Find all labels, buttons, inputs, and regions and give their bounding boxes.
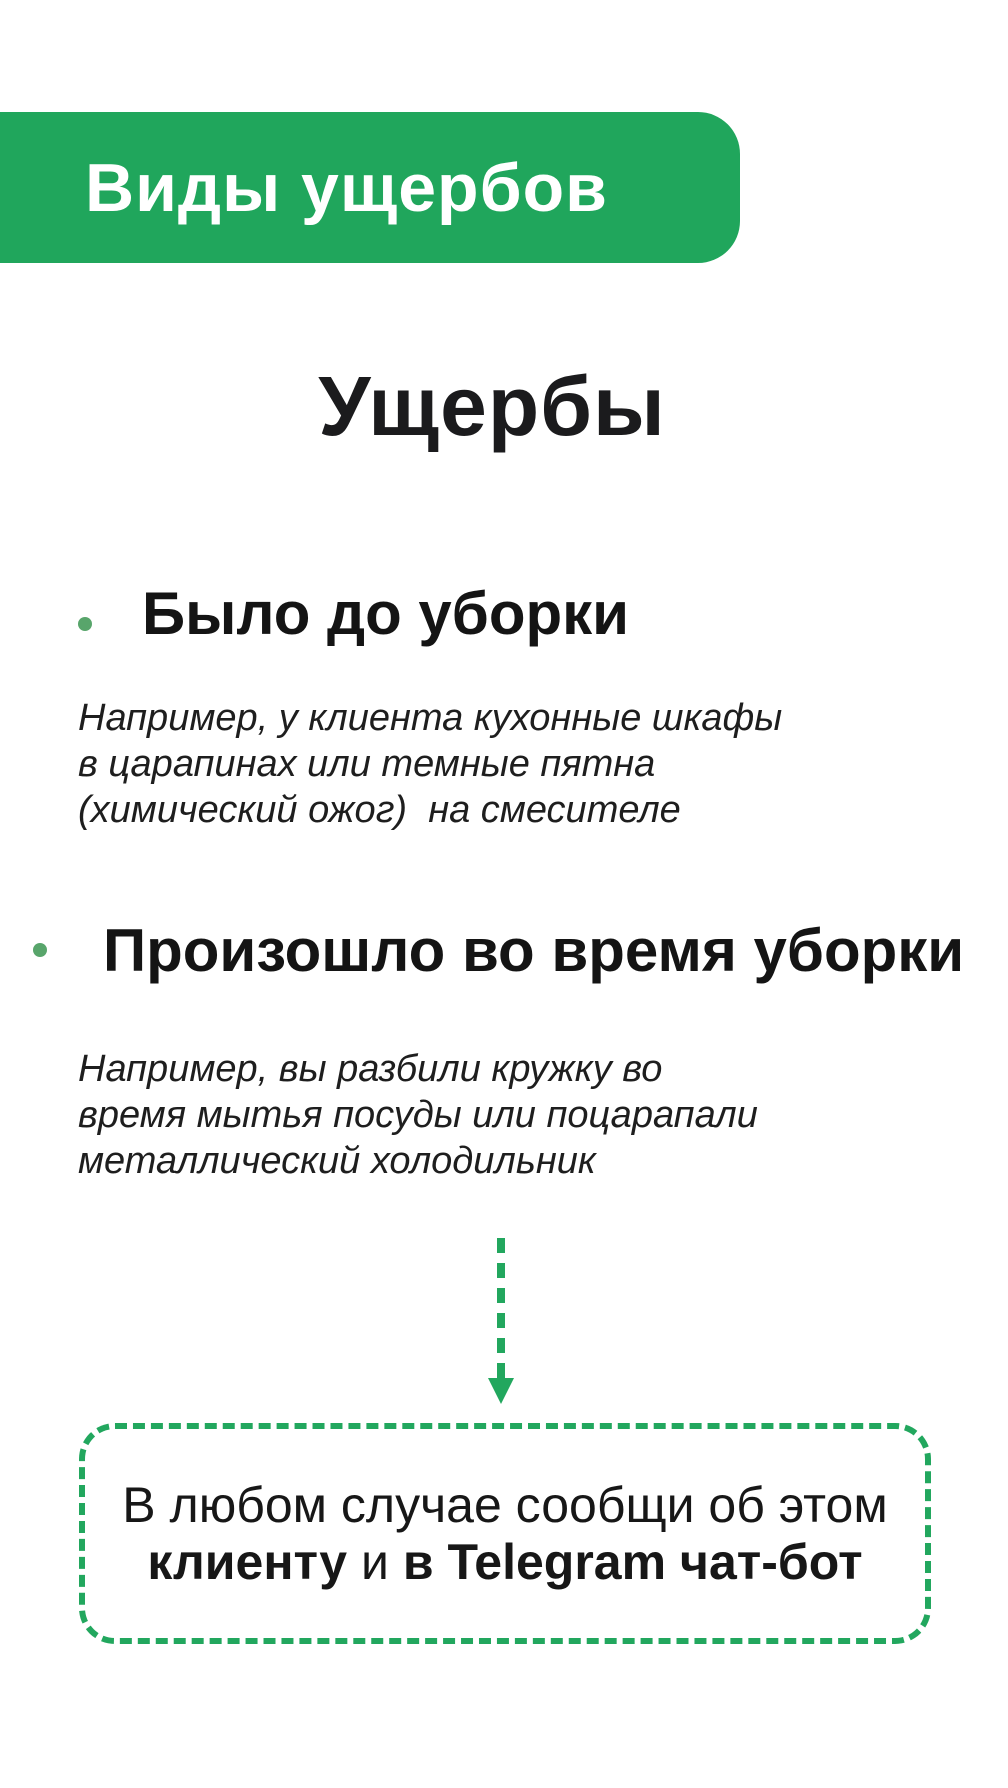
arrow-down-icon xyxy=(486,1238,516,1406)
callout-conjunction: и xyxy=(347,1533,403,1590)
callout-line-1: В любом случае сообщи об этом xyxy=(122,1476,888,1533)
bullet-heading-during-cleaning: Произошло во время уборки xyxy=(103,917,965,984)
paragraph-line: Например, у клиента кухонные шкафы xyxy=(78,697,783,739)
paragraph-line: время мытья посуды или поцарапали xyxy=(78,1094,758,1136)
example-paragraph-during-cleaning xyxy=(78,1046,758,1184)
callout-box xyxy=(79,1423,931,1644)
paragraph-line: в царапинах или темные пятна xyxy=(78,743,656,785)
bullet-dot-icon xyxy=(78,617,92,631)
paragraph-line: Например, вы разбили кружку во xyxy=(78,1048,663,1090)
page-title: Ущербы xyxy=(318,359,666,453)
bullet-heading-before-cleaning: Было до уборки xyxy=(142,580,630,647)
callout-bold-client: клиенту xyxy=(147,1533,348,1590)
bullet-dot-icon xyxy=(33,943,47,957)
header-banner xyxy=(0,112,740,263)
paragraph-line: (химический ожог) на смесителе xyxy=(78,789,681,831)
example-paragraph-before-cleaning xyxy=(78,695,782,833)
callout-line-2 xyxy=(147,1534,862,1591)
paragraph-line: металлический холодильник xyxy=(78,1140,596,1182)
callout-bold-telegram: в Telegram чат-бот xyxy=(402,1533,863,1590)
banner-title: Виды ущербов xyxy=(85,149,608,226)
